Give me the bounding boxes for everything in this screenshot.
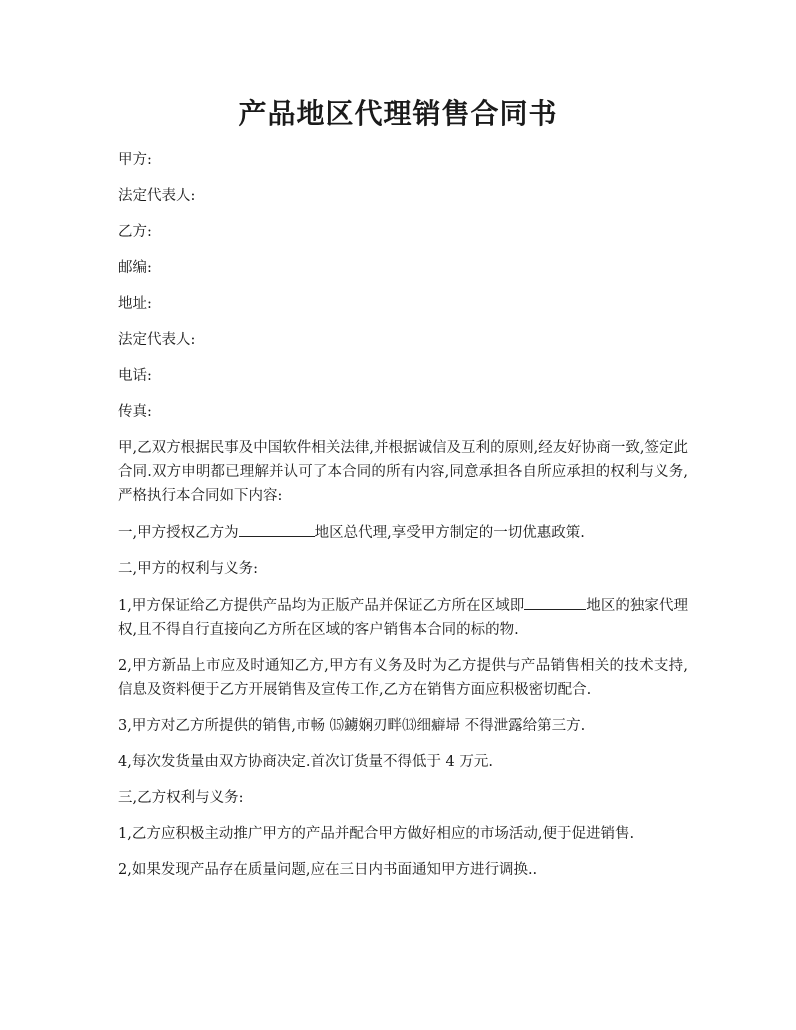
section-2-item-1	[118, 593, 688, 642]
contract-body	[118, 148, 688, 894]
section-2-heading: 二,甲方的权利与义务:	[118, 561, 258, 577]
section-3-heading: 三,乙方权利与义务:	[118, 790, 244, 806]
address-field: 地址:	[118, 296, 152, 312]
phone-field: 电话:	[118, 368, 152, 384]
region-blank	[239, 520, 315, 537]
exclusive-region-blank	[524, 593, 586, 610]
fax-field: 传真:	[118, 404, 152, 420]
section-3-item-1: 1,乙方应积极主动推广甲方的产品并配合甲方做好相应的市场活动,便于促进销售.	[118, 826, 635, 842]
legal-rep-a-field: 法定代表人:	[118, 188, 196, 204]
preamble-paragraph: 甲,乙双方根据民事及中国软件相关法律,并根据诚信及互利的原则,经友好协商一致,签定此合同.双方申明都已理解并认可了本合同的所有内容,同意承担各自所应承担的权利与义务,严格执行本合同如下内容:	[118, 440, 688, 504]
section-2-item-3: 3,甲方对乙方所提供的销售,市畅 ⒂鐪娴刃畔⒀细癖埽 不得泄露给第三方.	[118, 718, 586, 734]
section-3-item-2: 2,如果发现产品存在质量问题,应在三日内书面通知甲方进行调换..	[118, 862, 538, 878]
document-title: 产品地区代理销售合同书	[238, 97, 558, 130]
section-2-item-4: 4,每次发货量由双方协商决定.首次订货量不得低于 4 万元.	[118, 754, 493, 770]
party-a-field: 甲方:	[118, 152, 152, 168]
party-b-field: 乙方:	[118, 224, 152, 240]
section-1-text-before: 一,甲方授权乙方为	[118, 525, 239, 541]
section-1-paragraph	[118, 520, 688, 545]
section-1-text-after: 地区总代理,享受甲方制定的一切优惠政策.	[314, 525, 585, 541]
section-2-item-1-after: 地区的独家代理权,且不得自行直接向乙方所在区域的客户销售本合同的标的物.	[118, 598, 688, 638]
legal-rep-b-field: 法定代表人:	[118, 332, 196, 348]
section-2-item-2: 2,甲方新品上市应及时通知乙方,甲方有义务及时为乙方提供与产品销售相关的技术支持,信息及资料便于乙方开展销售及宣传工作,乙方在销售方面应积极密切配合.	[118, 658, 688, 698]
postcode-field: 邮编:	[118, 260, 152, 276]
section-2-item-1-before: 1,甲方保证给乙方提供产品均为正版产品并保证乙方所在区域即	[118, 598, 525, 614]
